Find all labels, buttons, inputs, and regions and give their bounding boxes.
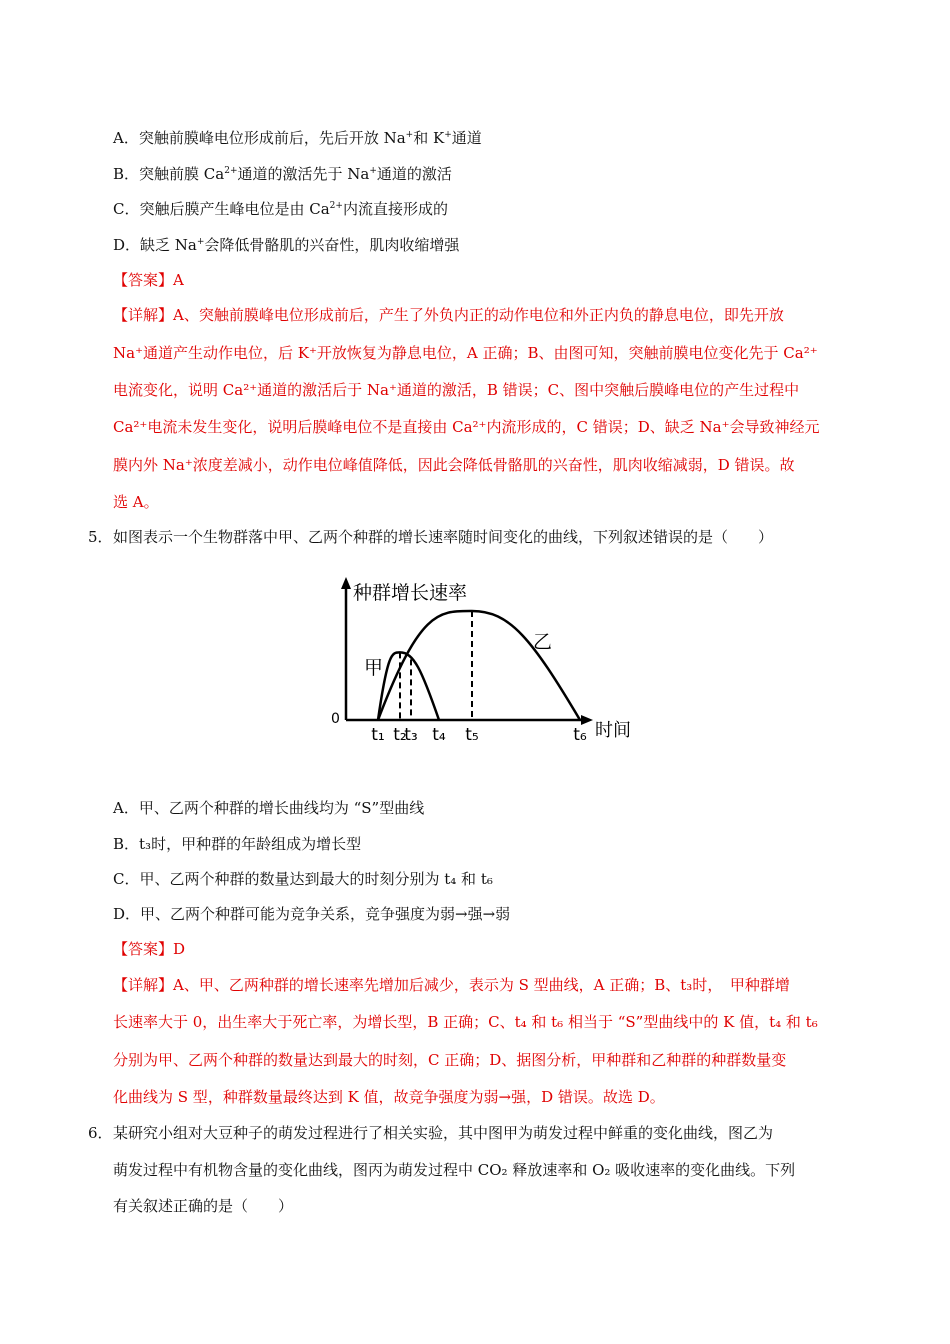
q5-option-a: A．甲、乙两个种群的增长曲线均为 “S”型曲线	[113, 799, 425, 817]
q4-explain-line: Ca²⁺电流未发生变化，说明后膜峰电位不是直接由 Ca²⁺内流形成的，C 错误；D、缺乏 Na⁺会导致神经元	[113, 418, 820, 436]
x-axis-arrow	[581, 715, 593, 725]
q6-stem-line: 某研究小组对大豆种子的萌发过程进行了相关实验，其中图甲为萌发过程中鲜重的变化曲线，图乙为	[113, 1124, 774, 1142]
x-tick-label: t₁	[371, 725, 385, 745]
series-curve-2	[378, 611, 580, 720]
q5-stem: 如图表示一个生物群落中甲、乙两个种群的增长速率随时间变化的曲线，下列叙述错误的是（ ）	[113, 528, 774, 546]
y-axis-label: 种群增长速率	[353, 582, 468, 604]
q4-answer: 【答案】A	[113, 271, 184, 289]
series-label: 乙	[533, 631, 553, 653]
q5-explain-line: 分别为甲、乙两个种群的数量达到最大的时刻，C 正确；D、据图分析，甲种群和乙种群的种群数量变	[113, 1051, 787, 1069]
q4-explain-line: 选 A。	[113, 493, 159, 511]
x-tick-label: t₄	[432, 725, 446, 745]
x-axis-label: 时间	[595, 720, 631, 741]
q4-explain-line: 膜内外 Na⁺浓度差减小，动作电位峰值降低，因此会降低骨骼肌的兴奋性，肌肉收缩减弱，D 错误。故	[113, 456, 795, 474]
q4-option-b: B．突触前膜 $Ca^{2+}$通道的激活先于 Na+通道的激活	[113, 165, 452, 183]
y-axis-arrow	[341, 577, 351, 589]
q5-answer: 【答案】D	[113, 940, 186, 958]
q5-explain-line: 化曲线为 S 型，种群数量最终达到 K 值，故竞争强度为弱→强，D 错误。故选 D。	[113, 1088, 665, 1106]
q4-option-d: D．缺乏 Na+会降低骨骼肌的兴奋性，肌肉收缩增强	[113, 236, 460, 254]
series-label: 甲	[364, 657, 384, 679]
x-tick-label: t₂	[393, 725, 407, 745]
q4-option-c: C．突触后膜产生峰电位是由 $Ca^{2+}$内流直接形成的	[113, 200, 448, 218]
q5-explain-line: 长速率大于 0，出生率大于死亡率，为增长型，B 正确；C、t₄ 和 t₆ 相当于 “S”型曲线中的 K 值，t₄ 和 t₆	[113, 1013, 818, 1031]
q4-explain-line: 电流变化，说明 Ca²⁺通道的激活后于 Na⁺通道的激活，B 错误；C、图中突触后膜峰电位的产生过程中	[113, 381, 800, 399]
q5-option-d: D．甲、乙两个种群可能为竞争关系，竞争强度为弱→强→弱	[113, 905, 511, 923]
series-curve-1	[378, 652, 439, 720]
q4-explain-line: 【详解】A、突触前膜峰电位形成前后，产生了外负内正的动作电位和外正内负的静息电位，即先开放	[113, 306, 784, 324]
q4-option-a: A．突触前膜峰电位形成前后，先后开放 Na+和 K+通道	[113, 129, 482, 147]
x-tick-label: t₃	[404, 725, 418, 745]
x-tick-label: t₅	[465, 725, 479, 745]
q5-number: 5．	[88, 528, 113, 546]
q6-stem-line: 萌发过程中有机物含量的变化曲线，图丙为萌发过程中 CO₂ 释放速率和 O₂ 吸收速率的变化曲线。下列	[113, 1161, 796, 1179]
q5-option-b: B．t₃时，甲种群的年龄组成为增长型	[113, 835, 362, 853]
q6-number: 6．	[88, 1124, 113, 1142]
q5-option-c: C．甲、乙两个种群的数量达到最大的时刻分别为 t₄ 和 t₆	[113, 870, 493, 888]
q4-explain-line: Na⁺通道产生动作电位，后 K⁺开放恢复为静息电位，A 正确；B、由图可知，突触前膜电位变化先于 Ca²⁺	[113, 344, 818, 362]
q5-explain-line: 【详解】A、甲、乙两种群的增长速率先增加后减少，表示为 S 型曲线，A 正确；B、t₃时， 甲种群增	[113, 976, 790, 994]
growth-rate-chart	[328, 574, 640, 750]
origin-label: 0	[331, 711, 340, 727]
q6-stem-line: 有关叙述正确的是（ ）	[113, 1197, 294, 1215]
x-tick-label: t₆	[573, 725, 587, 745]
